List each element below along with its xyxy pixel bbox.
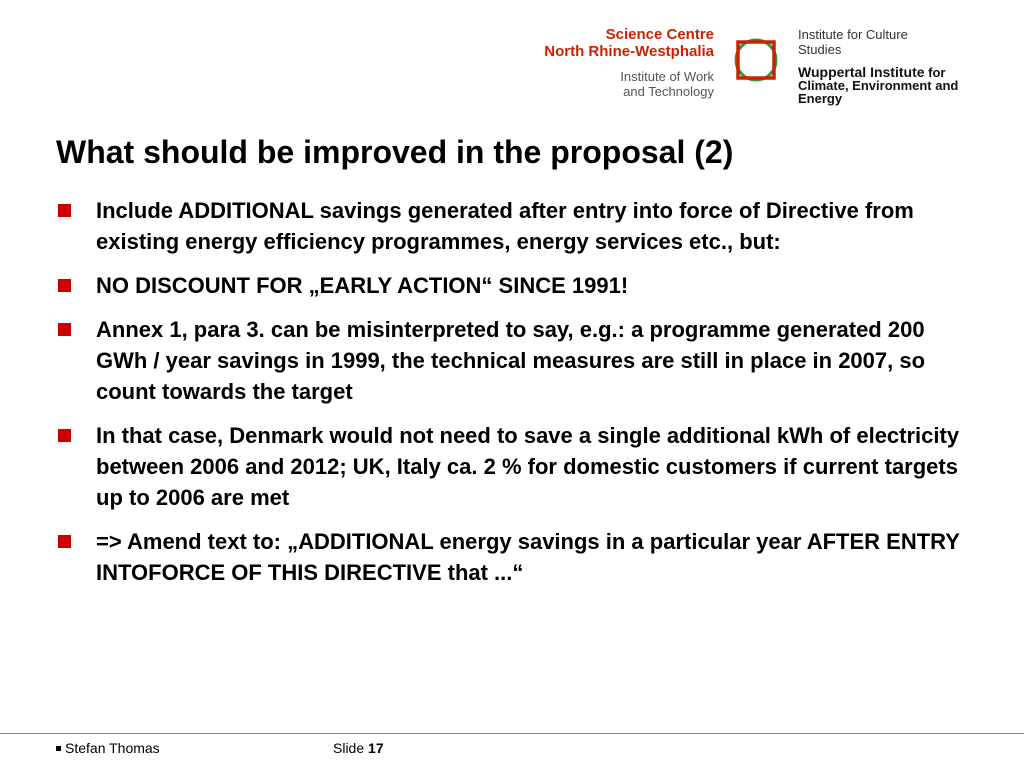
bullet-text: Annex 1, para 3. can be misinterpreted to say, e.g.: a programme generated 200 GWh / year savings in 1999, the technical measures are still in place in 2007, so count towards the target [96,317,926,404]
bullet-square-icon [58,429,71,442]
footer-slide-number [333,740,384,756]
footer-bullet-icon [56,746,61,751]
slide-title: What should be improved in the proposal (2) [56,134,734,170]
wuppertal-line2: Climate, Environment and [798,78,959,93]
bullet-text: In that case, Denmark would not need to save a single additional kWh of electricity between 2006 and 2012; UK, Italy ca. 2 % for domestic customers if current targets up to 2006 are met [96,423,960,510]
bullet-item [58,195,968,257]
bullet-square-icon [58,323,71,336]
bullet-square-icon [58,535,71,548]
wuppertal-line3: Energy [798,91,843,106]
footer-author-name: Stefan Thomas [65,740,160,756]
bullet-item [58,314,968,407]
bullet-square-icon [58,279,71,292]
logo-square [738,42,774,78]
bullet-item [58,526,968,588]
bullet-text: Include ADDITIONAL savings generated after entry into force of Directive from existing energy efficiency programmes, energy services etc., but: [96,198,914,254]
logo-circle [736,40,776,80]
science-centre-header [544,26,714,99]
bullet-item [58,270,968,301]
science-centre-name-line2: North Rhine-Westphalia [544,43,714,60]
icu-name-line2: Studies [798,42,842,57]
bullet-item [58,420,968,513]
footer-slide-value: 17 [368,740,384,756]
bullet-list [58,195,968,601]
science-centre-name-line1: Science Centre [605,26,714,43]
icu-name-line1: Institute for Culture [798,27,908,42]
footer-divider [0,733,1024,734]
footer-author [56,740,160,756]
bullet-text: NO DISCOUNT FOR „EARLY ACTION“ SINCE 1991! [96,273,629,298]
bullet-text: => Amend text to: „ADDITIONAL energy savings in a particular year AFTER ENTRY INTOFORCE OF THIS DIRECTIVE that ...“ [96,529,960,585]
footer-slide-label: Slide [333,740,365,756]
iat-name-line1: Institute of Work [620,69,714,84]
institute-logo-icon [730,34,782,86]
bullet-square-icon [58,204,71,217]
iat-name-line2: and Technology [623,84,714,99]
wuppertal-institute-name: Wuppertal Institute [798,64,925,80]
wuppertal-header [798,27,958,105]
wuppertal-for: for [928,65,946,80]
